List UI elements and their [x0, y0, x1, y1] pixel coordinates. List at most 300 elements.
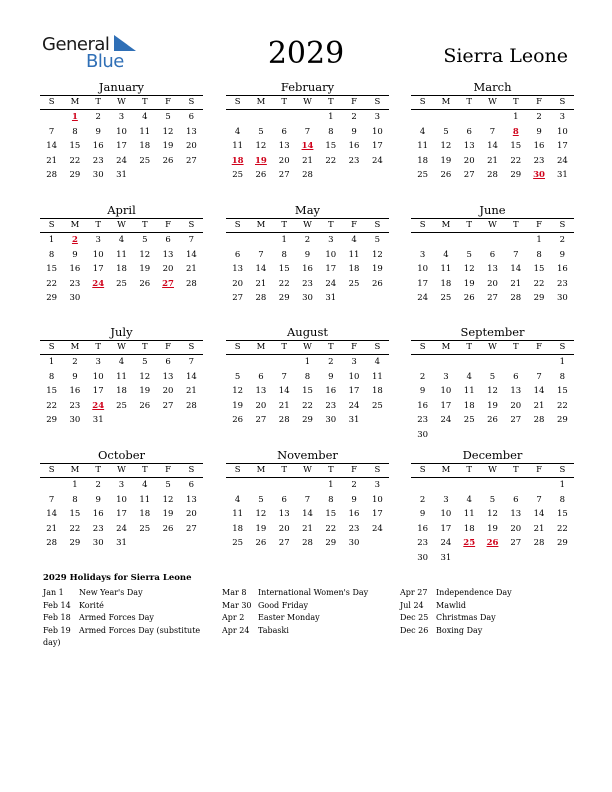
- weekday-header: F: [351, 342, 358, 352]
- holiday-day-cell: 27: [162, 278, 174, 289]
- day-cell: 21: [302, 523, 313, 534]
- empty-day-cell: [527, 478, 550, 493]
- weekday-header: T: [466, 220, 473, 230]
- day-cell: 27: [185, 523, 197, 534]
- day-cell: 30: [348, 538, 360, 548]
- day-cell: 25: [139, 155, 151, 166]
- day-cell: 30: [69, 415, 81, 425]
- day-cell: 3: [559, 112, 566, 122]
- empty-day-cell: [504, 478, 527, 493]
- day-cell: 10: [116, 126, 127, 137]
- day-cell: 1: [48, 235, 55, 245]
- day-cell: 6: [513, 371, 519, 382]
- weekday-header: W: [303, 465, 312, 475]
- day-cell: 10: [371, 494, 383, 505]
- empty-day-cell: [226, 355, 249, 370]
- day-cell: 5: [466, 249, 472, 260]
- holiday-date: Jan 1: [43, 588, 64, 597]
- day-cell: 13: [185, 494, 197, 505]
- holiday-date: Apr 2: [222, 613, 245, 622]
- day-cell: 16: [417, 400, 429, 411]
- weekday-header: T: [141, 342, 148, 352]
- holiday-column: [400, 587, 565, 637]
- empty-day-cell: [296, 478, 319, 493]
- day-cell: 24: [116, 155, 127, 166]
- day-cell: 2: [95, 480, 101, 490]
- day-cell: 23: [556, 278, 568, 289]
- weekday-header: S: [48, 97, 55, 107]
- weekday-header-row: [226, 218, 389, 233]
- day-cell: 18: [116, 264, 127, 274]
- holiday-item: [400, 587, 565, 600]
- holiday-day-cell: 1: [71, 112, 78, 122]
- day-cell: 9: [419, 509, 426, 519]
- day-cell: 14: [487, 141, 498, 151]
- day-cell: 28: [46, 538, 58, 548]
- day-cell: 29: [69, 538, 81, 548]
- day-cell: 12: [487, 386, 498, 396]
- day-cell: 19: [139, 264, 151, 274]
- day-cell: 15: [46, 264, 58, 274]
- day-cell: 15: [325, 509, 337, 519]
- day-cell: 30: [556, 293, 568, 303]
- empty-day-cell: [40, 110, 63, 125]
- month-name: January: [98, 80, 145, 94]
- weekday-header: T: [95, 465, 102, 475]
- weekday-header: S: [374, 342, 381, 352]
- empty-day-cell: [434, 233, 457, 248]
- day-cell: 26: [139, 400, 151, 411]
- day-cell: 13: [510, 386, 522, 396]
- day-cell: 10: [92, 371, 104, 382]
- day-cell: 11: [371, 371, 383, 382]
- weekday-header: T: [141, 465, 148, 475]
- holiday-item: [43, 625, 208, 650]
- day-cell: 6: [489, 249, 496, 260]
- weekday-header: S: [419, 97, 426, 107]
- day-cell: 7: [281, 371, 287, 382]
- day-cell: 28: [533, 538, 545, 548]
- day-cell: 31: [440, 552, 452, 563]
- day-cell: 4: [351, 235, 357, 245]
- day-cell: 5: [142, 357, 148, 367]
- weekday-header-row: [226, 463, 389, 478]
- day-cell: 19: [371, 264, 383, 274]
- day-cell: 12: [255, 141, 267, 151]
- day-cell: 20: [185, 141, 197, 151]
- day-cell: 24: [440, 538, 452, 548]
- day-cell: 5: [258, 494, 264, 505]
- day-cell: 17: [417, 278, 429, 289]
- day-cell: 1: [328, 480, 334, 490]
- weekday-header-row: [40, 95, 203, 110]
- weekday-header: F: [536, 220, 543, 230]
- day-cell: 23: [92, 523, 104, 534]
- day-cell: 13: [185, 126, 197, 137]
- empty-day-cell: [40, 478, 63, 493]
- day-cell: 1: [328, 112, 334, 122]
- day-cell: 25: [371, 400, 383, 411]
- day-cell: 22: [556, 400, 568, 411]
- day-cell: 28: [533, 415, 545, 425]
- day-cell: 3: [95, 235, 101, 245]
- holiday-date: Mar 30: [222, 600, 252, 610]
- holiday-date: Apr 24: [222, 625, 250, 635]
- day-cell: 22: [69, 523, 81, 534]
- month-name: September: [460, 325, 525, 339]
- holiday-item: [222, 587, 387, 600]
- holiday-item: [222, 612, 387, 625]
- day-cell: 28: [302, 538, 313, 548]
- day-cell: 22: [69, 155, 81, 166]
- empty-day-cell: [434, 478, 457, 493]
- day-cell: 11: [463, 386, 475, 396]
- day-cell: 29: [533, 293, 545, 303]
- day-cell: 24: [325, 278, 337, 289]
- weekday-header: F: [351, 220, 358, 230]
- day-cell: 19: [255, 523, 267, 534]
- day-cell: 12: [255, 509, 267, 519]
- day-cell: 2: [95, 112, 101, 122]
- day-cell: 8: [304, 371, 311, 382]
- day-cell: 27: [232, 293, 244, 303]
- day-cell: 15: [325, 141, 337, 151]
- month-name: July: [110, 325, 133, 339]
- day-grid: [40, 478, 203, 551]
- day-cell: 31: [556, 170, 568, 180]
- weekday-header-row: [40, 218, 203, 233]
- brand-line1: General: [42, 34, 110, 55]
- day-cell: 11: [232, 141, 244, 151]
- weekday-header: S: [188, 220, 195, 230]
- day-cell: 26: [139, 278, 151, 289]
- day-cell: 13: [510, 509, 522, 519]
- empty-day-cell: [434, 110, 457, 125]
- day-cell: 10: [371, 126, 383, 137]
- day-cell: 21: [46, 523, 58, 534]
- holiday-name: Armed Forces Day (substitute day): [43, 625, 201, 647]
- weekday-header-row: [226, 95, 389, 110]
- day-cell: 14: [185, 371, 197, 382]
- day-cell: 18: [417, 155, 429, 166]
- day-cell: 13: [463, 141, 475, 151]
- day-cell: 24: [556, 155, 568, 166]
- day-cell: 22: [302, 400, 313, 411]
- day-cell: 3: [443, 494, 449, 505]
- day-grid: [411, 478, 574, 565]
- empty-day-cell: [481, 110, 504, 125]
- empty-day-cell: [481, 478, 504, 493]
- day-cell: 23: [302, 278, 313, 289]
- day-cell: 8: [72, 494, 78, 505]
- empty-day-cell: [249, 478, 272, 493]
- day-cell: 16: [325, 386, 337, 396]
- day-cell: 13: [255, 386, 267, 396]
- day-cell: 21: [533, 523, 545, 534]
- day-cell: 4: [374, 357, 381, 367]
- weekday-header-row: [411, 340, 574, 355]
- day-cell: 25: [116, 278, 127, 289]
- day-cell: 22: [278, 278, 290, 289]
- day-cell: 15: [302, 386, 313, 396]
- day-cell: 22: [325, 523, 337, 534]
- day-cell: 18: [348, 264, 360, 274]
- day-cell: 15: [533, 264, 545, 274]
- day-cell: 7: [48, 494, 55, 505]
- day-cell: 22: [510, 155, 522, 166]
- day-cell: 31: [325, 293, 337, 303]
- day-cell: 25: [348, 278, 360, 289]
- day-cell: 29: [556, 415, 568, 425]
- day-cell: 20: [487, 278, 498, 289]
- weekday-header: T: [327, 342, 334, 352]
- day-cell: 28: [278, 415, 290, 425]
- day-cell: 17: [92, 386, 104, 396]
- day-cell: 9: [351, 494, 357, 505]
- weekday-header: S: [374, 97, 381, 107]
- day-cell: 20: [510, 523, 522, 534]
- holiday-date: Feb 18: [43, 613, 71, 622]
- weekday-header: S: [559, 342, 566, 352]
- weekday-header: S: [234, 97, 241, 107]
- holiday-item: [43, 600, 208, 613]
- holiday-day-cell: 18: [231, 155, 244, 166]
- day-cell: 21: [510, 278, 522, 289]
- day-cell: 1: [72, 480, 78, 490]
- day-cell: 21: [487, 155, 498, 166]
- day-grid: [411, 233, 574, 306]
- holiday-day-cell: 30: [533, 170, 545, 180]
- holiday-name: Good Friday: [258, 600, 309, 610]
- day-cell: 22: [325, 155, 337, 166]
- day-cell: 2: [419, 371, 426, 382]
- weekday-header: F: [536, 342, 543, 352]
- day-cell: 26: [162, 523, 174, 534]
- holiday-name: Boxing Day: [436, 625, 483, 635]
- day-cell: 12: [371, 249, 383, 260]
- weekday-header: W: [488, 465, 497, 475]
- empty-day-cell: [249, 355, 272, 370]
- day-cell: 8: [48, 371, 55, 382]
- weekday-header: S: [419, 220, 426, 230]
- day-cell: 6: [234, 249, 241, 260]
- day-cell: 10: [92, 249, 104, 260]
- day-cell: 9: [328, 371, 334, 382]
- day-cell: 6: [281, 126, 287, 137]
- empty-day-cell: [226, 233, 249, 248]
- weekday-header: T: [512, 465, 519, 475]
- empty-day-cell: [249, 233, 272, 248]
- weekday-header: F: [165, 465, 172, 475]
- day-cell: 24: [348, 400, 360, 411]
- weekday-header: F: [165, 97, 172, 107]
- day-cell: 20: [255, 400, 267, 411]
- day-cell: 10: [556, 126, 568, 137]
- day-cell: 20: [278, 155, 290, 166]
- weekday-header: T: [281, 220, 288, 230]
- day-cell: 27: [278, 538, 290, 548]
- day-cell: 17: [440, 400, 452, 411]
- month-july: [40, 324, 203, 428]
- day-cell: 28: [255, 293, 267, 303]
- day-cell: 6: [188, 112, 195, 122]
- brand-line2: Blue: [86, 51, 124, 72]
- day-grid: [226, 110, 389, 183]
- day-cell: 5: [234, 371, 241, 382]
- day-cell: 2: [419, 494, 426, 505]
- day-cell: 15: [46, 386, 58, 396]
- day-cell: 2: [559, 235, 566, 245]
- day-cell: 27: [278, 170, 290, 180]
- day-cell: 2: [72, 357, 78, 367]
- day-cell: 21: [46, 155, 58, 166]
- weekday-header: F: [351, 465, 358, 475]
- day-cell: 9: [72, 371, 78, 382]
- day-cell: 6: [513, 494, 519, 505]
- empty-day-cell: [411, 355, 434, 370]
- day-cell: 11: [116, 371, 127, 382]
- day-cell: 9: [559, 249, 566, 260]
- empty-day-cell: [481, 355, 504, 370]
- day-cell: 8: [559, 494, 566, 505]
- day-cell: 18: [116, 386, 127, 396]
- day-cell: 19: [139, 386, 151, 396]
- month-name: June: [479, 203, 506, 217]
- day-cell: 16: [92, 141, 104, 151]
- day-cell: 1: [281, 235, 287, 245]
- weekday-header: M: [256, 465, 266, 475]
- day-cell: 14: [46, 509, 58, 519]
- day-cell: 3: [118, 112, 125, 122]
- day-cell: 6: [165, 357, 171, 367]
- weekday-header: S: [48, 342, 55, 352]
- weekday-header: W: [303, 97, 312, 107]
- holiday-item: [400, 625, 565, 638]
- day-cell: 25: [139, 523, 151, 534]
- day-cell: 25: [440, 293, 452, 303]
- day-cell: 5: [165, 112, 171, 122]
- weekday-header-row: [40, 340, 203, 355]
- day-cell: 2: [304, 235, 311, 245]
- day-cell: 2: [536, 112, 542, 122]
- day-cell: 10: [348, 371, 360, 382]
- day-cell: 23: [69, 278, 81, 289]
- day-cell: 13: [162, 249, 174, 260]
- day-cell: 16: [556, 264, 568, 274]
- day-cell: 4: [234, 494, 241, 505]
- holidays-title: 2029 Holidays for Sierra Leone: [43, 573, 192, 583]
- holiday-name: Korité: [79, 600, 104, 610]
- day-cell: 7: [258, 249, 264, 260]
- month-name: April: [107, 203, 136, 217]
- month-name: October: [97, 448, 146, 462]
- empty-day-cell: [411, 110, 434, 125]
- day-cell: 7: [513, 249, 519, 260]
- weekday-header: F: [165, 220, 172, 230]
- holiday-day-cell: 14: [301, 141, 314, 151]
- day-cell: 21: [185, 264, 197, 274]
- day-cell: 16: [417, 523, 429, 534]
- day-cell: 9: [419, 386, 426, 396]
- day-cell: 15: [510, 141, 522, 151]
- weekday-header: S: [559, 97, 566, 107]
- empty-day-cell: [226, 110, 249, 125]
- weekday-header: T: [327, 220, 334, 230]
- weekday-header-row: [226, 340, 389, 355]
- day-cell: 11: [232, 509, 244, 519]
- weekday-header: T: [466, 465, 473, 475]
- day-cell: 14: [302, 509, 313, 519]
- month-august: [226, 324, 389, 428]
- day-cell: 31: [116, 170, 127, 180]
- month-name: February: [280, 80, 335, 94]
- day-cell: 7: [188, 235, 195, 245]
- weekday-header: M: [441, 465, 451, 475]
- empty-day-cell: [273, 355, 296, 370]
- weekday-header-row: [411, 95, 574, 110]
- day-cell: 26: [440, 170, 452, 180]
- empty-day-cell: [273, 110, 296, 125]
- day-cell: 9: [304, 249, 311, 260]
- day-cell: 17: [440, 523, 452, 534]
- empty-day-cell: [273, 478, 296, 493]
- holiday-name: Independence Day: [436, 588, 512, 597]
- weekday-header-row: [411, 218, 574, 233]
- empty-day-cell: [458, 478, 481, 493]
- empty-day-cell: [249, 110, 272, 125]
- day-cell: 28: [487, 170, 498, 180]
- day-cell: 15: [556, 386, 568, 396]
- holiday-name: Armed Forces Day: [79, 613, 154, 622]
- day-cell: 6: [281, 494, 287, 505]
- day-cell: 10: [325, 249, 337, 260]
- day-cell: 18: [371, 386, 383, 396]
- day-cell: 20: [463, 155, 475, 166]
- day-cell: 20: [232, 278, 244, 289]
- day-cell: 7: [489, 126, 496, 137]
- day-cell: 18: [463, 523, 475, 534]
- day-cell: 16: [348, 509, 360, 519]
- holiday-date: Feb 14: [43, 600, 71, 610]
- day-cell: 22: [533, 278, 545, 289]
- day-cell: 4: [234, 126, 241, 137]
- holiday-date: Feb 19: [43, 625, 71, 635]
- day-cell: 31: [92, 415, 104, 425]
- day-cell: 25: [463, 415, 475, 425]
- holiday-day-cell: 8: [512, 126, 519, 137]
- weekday-header: W: [117, 465, 126, 475]
- weekday-header: W: [303, 220, 312, 230]
- day-cell: 12: [487, 509, 498, 519]
- day-cell: 17: [325, 264, 337, 274]
- day-cell: 28: [302, 170, 313, 180]
- day-cell: 27: [510, 538, 522, 548]
- holiday-name: Tabaski: [258, 625, 289, 635]
- day-cell: 9: [95, 494, 101, 505]
- weekday-header: T: [95, 220, 102, 230]
- holiday-day-cell: 25: [463, 538, 476, 548]
- month-march: [411, 79, 574, 183]
- day-cell: 16: [92, 509, 104, 519]
- day-cell: 31: [116, 538, 127, 548]
- day-cell: 10: [440, 386, 452, 396]
- day-cell: 17: [556, 141, 568, 151]
- day-cell: 21: [302, 155, 313, 166]
- day-cell: 15: [556, 509, 568, 519]
- day-cell: 26: [232, 415, 244, 425]
- day-cell: 27: [510, 415, 522, 425]
- weekday-header: T: [327, 97, 334, 107]
